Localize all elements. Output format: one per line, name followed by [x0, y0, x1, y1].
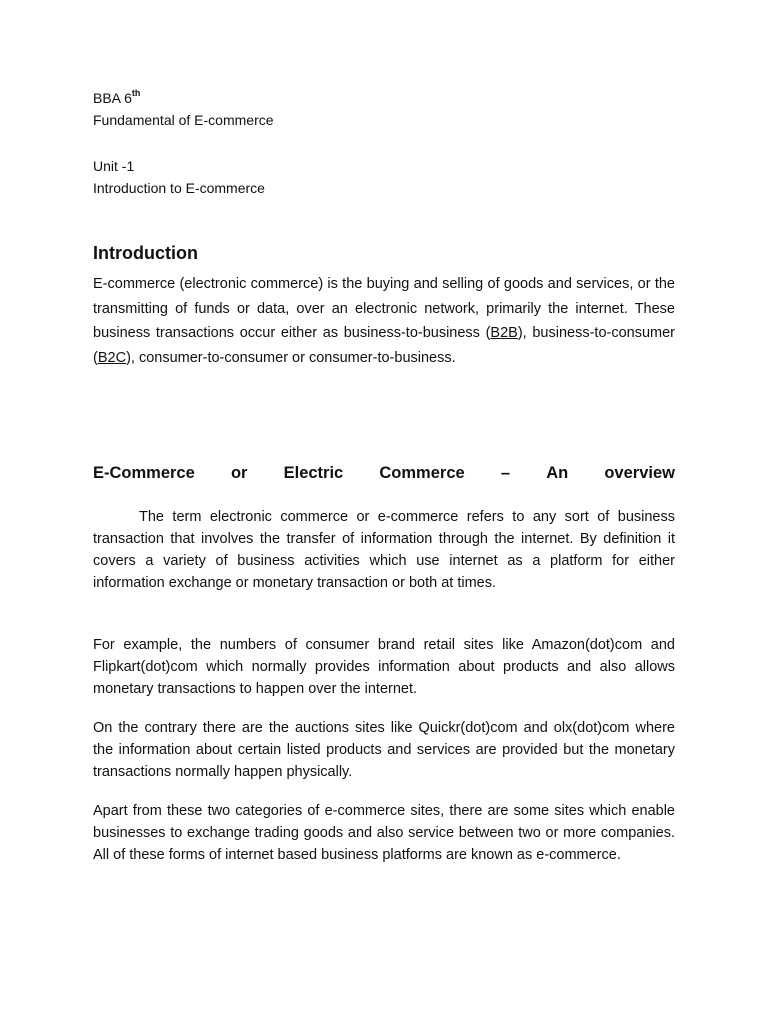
overview-heading-word: Electric — [283, 464, 344, 482]
course-superscript: th — [131, 88, 141, 98]
course-name: BBA 6 — [93, 90, 132, 106]
course-line — [93, 87, 675, 109]
overview-paragraph-2: For example, the numbers of consumer brand retail sites like Amazon(dot)com and Flipkart(dot)com which normally provides information about products and also allows monetary transactions to happen over the internet. — [93, 637, 675, 697]
intro-text-part-2: ), business-to-consumer ( — [93, 325, 675, 366]
overview-heading-word: E-Commerce — [93, 464, 195, 482]
overview-heading-word: An — [546, 464, 569, 482]
intro-text-part-1: E-commerce (electronic commerce) is the buying and selling of goods and services, or the transmitting of funds or data, over an electronic network, primarily the internet. These business transactions occur either as business-to-business ( — [93, 276, 675, 341]
overview-paragraph-1: The term electronic commerce or e-commerce refers to any sort of business transaction that involves the transfer of information through the internet. By definition it covers a variety of business activities which use internet as a platform for either information exchange or monetary transaction or both at times. — [93, 509, 675, 591]
subject-title: Fundamental of E-commerce — [93, 112, 274, 128]
unit-header — [93, 155, 675, 199]
overview-heading — [93, 462, 675, 484]
document-header — [93, 87, 675, 131]
intro-text-part-3: ), consumer-to-consumer or consumer-to-business. — [126, 349, 456, 366]
unit-title: Introduction to E-commerce — [93, 180, 265, 196]
overview-heading-word: or — [230, 464, 248, 482]
b2b-link[interactable]: B2B — [490, 325, 518, 341]
overview-heading-word: – — [500, 464, 511, 482]
overview-paragraph-3: On the contrary there are the auctions sites like Quickr(dot)com and olx(dot)com where the information about certain listed products and services are provided but the monetary transactions normally happen physically. — [93, 720, 675, 780]
introduction-heading: Introduction — [93, 243, 198, 263]
overview-heading-word: overview — [604, 464, 675, 482]
overview-heading-word: Commerce — [379, 464, 465, 482]
b2c-link[interactable]: B2C — [97, 349, 127, 366]
introduction-paragraph — [93, 272, 675, 370]
overview-paragraph-4: Apart from these two categories of e-commerce sites, there are some sites which enable businesses to exchange trading goods and also service between two or more companies. All of these forms of internet based business platforms are known as e-commerce. — [93, 803, 675, 863]
unit-number: Unit -1 — [93, 158, 135, 174]
